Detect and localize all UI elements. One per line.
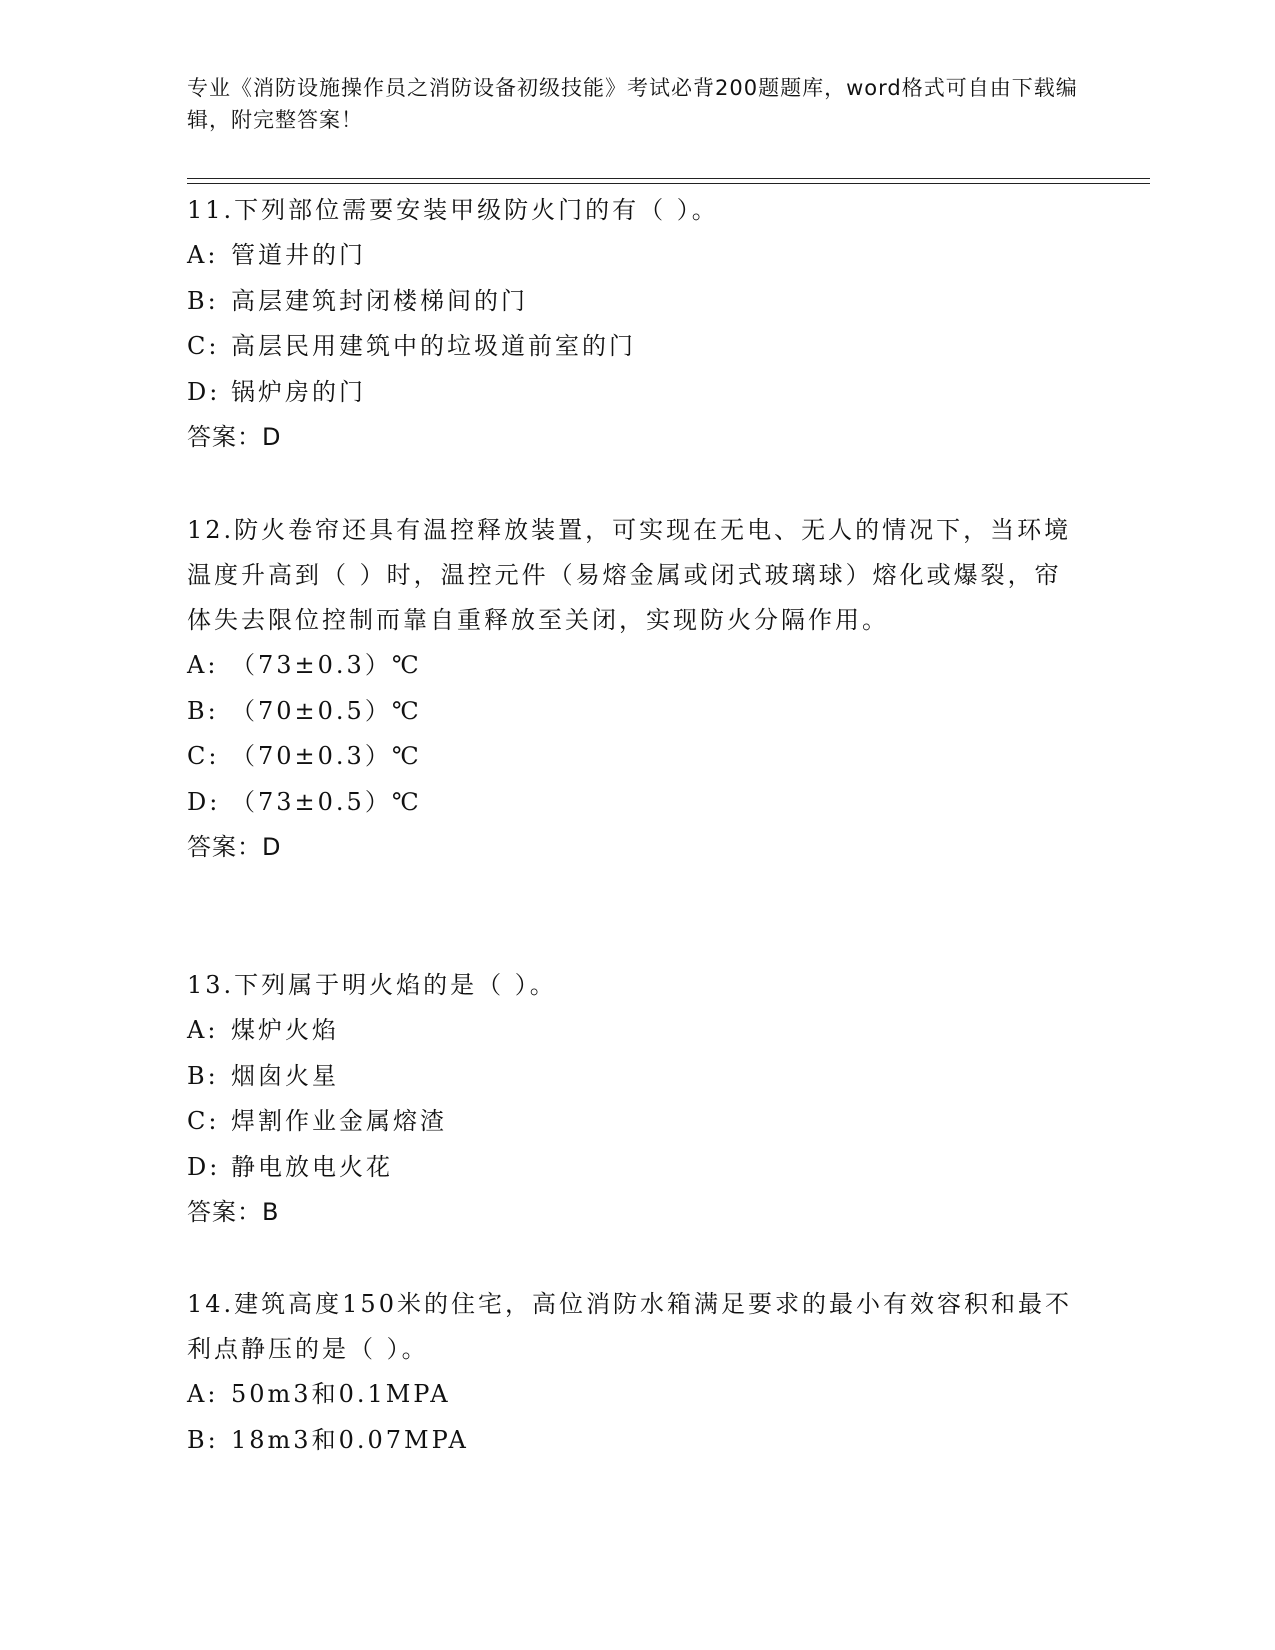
option-text: 管道井的门 — [231, 241, 366, 269]
option-key: A: — [187, 651, 219, 679]
option-key: B: — [187, 1061, 219, 1090]
option-b — [187, 279, 1087, 325]
option-key: C: — [187, 742, 220, 770]
option-d — [187, 780, 1087, 826]
option-key: B: — [187, 1425, 219, 1454]
option-c — [187, 1099, 1087, 1145]
option-key: B: — [187, 286, 219, 315]
option-text: 焊割作业金属熔渣 — [231, 1107, 447, 1135]
option-text: （73±0.3）℃ — [231, 651, 422, 679]
option-b — [187, 1418, 1087, 1464]
option-key: A: — [187, 241, 219, 269]
option-d — [187, 370, 1087, 416]
option-text: 高层建筑封闭楼梯间的门 — [231, 286, 528, 315]
question-stem: 11.下列部位需要安装甲级防火门的有（ ）。 — [187, 196, 719, 224]
answer-line: 答案：D — [187, 423, 282, 451]
question-12 — [187, 508, 1087, 870]
option-key: C: — [187, 1107, 220, 1135]
option-key: C: — [187, 332, 220, 360]
option-a — [187, 1008, 1087, 1054]
option-text: 18m3和0.07MPA — [231, 1425, 469, 1454]
option-key: D: — [187, 787, 221, 816]
option-text: 煤炉火焰 — [231, 1016, 339, 1044]
question-stem: 13.下列属于明火焰的是（ ）。 — [187, 971, 557, 999]
option-a — [187, 643, 1087, 689]
option-b — [187, 689, 1087, 735]
option-c — [187, 734, 1087, 780]
answer-line: 答案：B — [187, 1198, 280, 1226]
option-text: 烟囱火星 — [231, 1061, 339, 1090]
option-key: B: — [187, 696, 219, 725]
option-text: （70±0.3）℃ — [231, 742, 422, 770]
option-d — [187, 1145, 1087, 1191]
option-key: D: — [187, 377, 221, 406]
option-text: （70±0.5）℃ — [231, 696, 422, 725]
question-14 — [187, 1282, 1087, 1463]
option-a — [187, 233, 1087, 279]
option-text: 静电放电火花 — [231, 1152, 393, 1181]
question-11 — [187, 188, 1087, 460]
option-key: D: — [187, 1152, 221, 1181]
option-c — [187, 324, 1087, 370]
option-key: A: — [187, 1016, 219, 1044]
option-b — [187, 1054, 1087, 1100]
option-key: A: — [187, 1380, 219, 1408]
header-divider-top — [187, 178, 1150, 179]
option-text: （73±0.5）℃ — [231, 787, 422, 816]
answer-line: 答案：D — [187, 833, 282, 861]
document-header: 专业《消防设施操作员之消防设备初级技能》考试必背200题题库，word格式可自由下载编辑，附完整答案！ — [187, 76, 1078, 132]
header-divider-bottom — [187, 183, 1150, 184]
question-13 — [187, 963, 1087, 1235]
question-stem: 12.防火卷帘还具有温控释放装置，可实现在无电、无人的情况下，当环境温度升高到（ ）时，温控元件（易熔金属或闭式玻璃球）熔化或爆裂，帘体失去限位控制而靠自重释放至关闭，实现防火分隔作用。 — [187, 516, 1072, 634]
option-text: 50m3和0.1MPA — [231, 1380, 451, 1408]
option-text: 高层民用建筑中的垃圾道前室的门 — [231, 332, 636, 360]
option-a — [187, 1372, 1087, 1418]
question-stem: 14.建筑高度150米的住宅，高位消防水箱满足要求的最小有效容积和最不利点静压的是（ ）。 — [187, 1290, 1072, 1363]
option-text: 锅炉房的门 — [231, 377, 366, 406]
